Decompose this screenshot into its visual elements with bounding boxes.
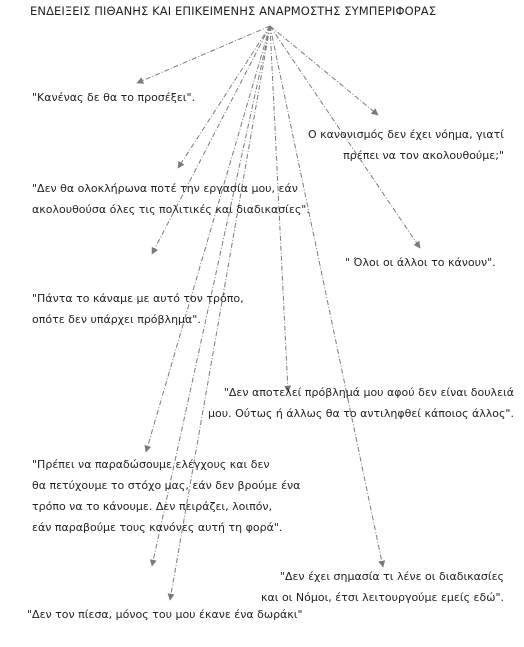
- quote-6-line-1: "Δεν αποτελεί πρόβλημά μου αφού δεν είναι δουλειά: [223, 386, 514, 399]
- quote-6-line-2: μου. Ούτως ή άλλως θα το αντιληφθεί κάποιος άλλος".: [207, 407, 514, 420]
- quote-1-line-1: "Κανένας δε θα το προσέξει".: [32, 91, 196, 104]
- quote-7-line-4: εάν παραβούμε τους κανόνες αυτή τη φορά".: [32, 521, 283, 534]
- quote-2-line-1: Ο κανονισμός δεν έχει νόημα, γιατί: [308, 128, 504, 141]
- quote-5-line-1: "Πάντα το κάναμε με αυτό τον τρόπο,: [32, 292, 244, 305]
- quote-5-line-2: οπότε δεν υπάρχει πρόβλημα".: [32, 313, 201, 326]
- quote-1: [32, 87, 195, 108]
- quote-2: [308, 124, 504, 166]
- quote-4-line-1: " Όλοι οι άλλοι το κάνουν".: [345, 256, 496, 269]
- quote-4: [345, 252, 496, 273]
- quote-3-line-1: "Δεν θα ολοκλήρωνα ποτέ την εργασία μου, εάν: [32, 182, 298, 195]
- quote-2-line-2: πρέπει να τον ακολουθούμε;": [343, 149, 504, 162]
- quote-8-line-2: και οι Νόμοι, έτσι λειτουργούμε εμείς εδώ".: [261, 591, 504, 604]
- quote-8-line-1: "Δεν έχει σημασία τι λένε οι διαδικασίες: [279, 570, 504, 583]
- arrow-to-quote-1: [137, 26, 270, 83]
- quote-8: [261, 566, 504, 608]
- quote-7-line-1: "Πρέπει να παραδώσουμε ελέγχους και δεν: [32, 458, 270, 471]
- quote-3-line-2: ακολουθούσα όλες τις πολιτικές και διαδικασίες".: [32, 203, 310, 216]
- quote-9-line-1: "Δεν τον πίεσα, μόνος του μου έκανε ένα δωράκι": [27, 608, 303, 621]
- quote-7-line-2: θα πετύχουμε το στόχο μας, εάν δεν βρούμε ένα: [32, 479, 301, 492]
- diagram-title: ΕΝΔΕΙΞΕΙΣ ΠΙΘΑΝΗΣ ΚΑΙ ΕΠΙΚΕΙΜΕΝΗΣ ΑΝΑΡΜΟΣΤΗΣ ΣΥΜΠΕΡΙΦΟΡΑΣ: [30, 4, 437, 18]
- quote-7: [32, 454, 300, 538]
- quote-7-line-3: τρόπο να το κάνουμε. Δεν πειράζει, λοιπόν,: [32, 500, 273, 513]
- quote-3: [32, 178, 310, 220]
- quote-5: [32, 288, 244, 330]
- quote-6: [208, 382, 514, 424]
- quote-9: [27, 604, 303, 625]
